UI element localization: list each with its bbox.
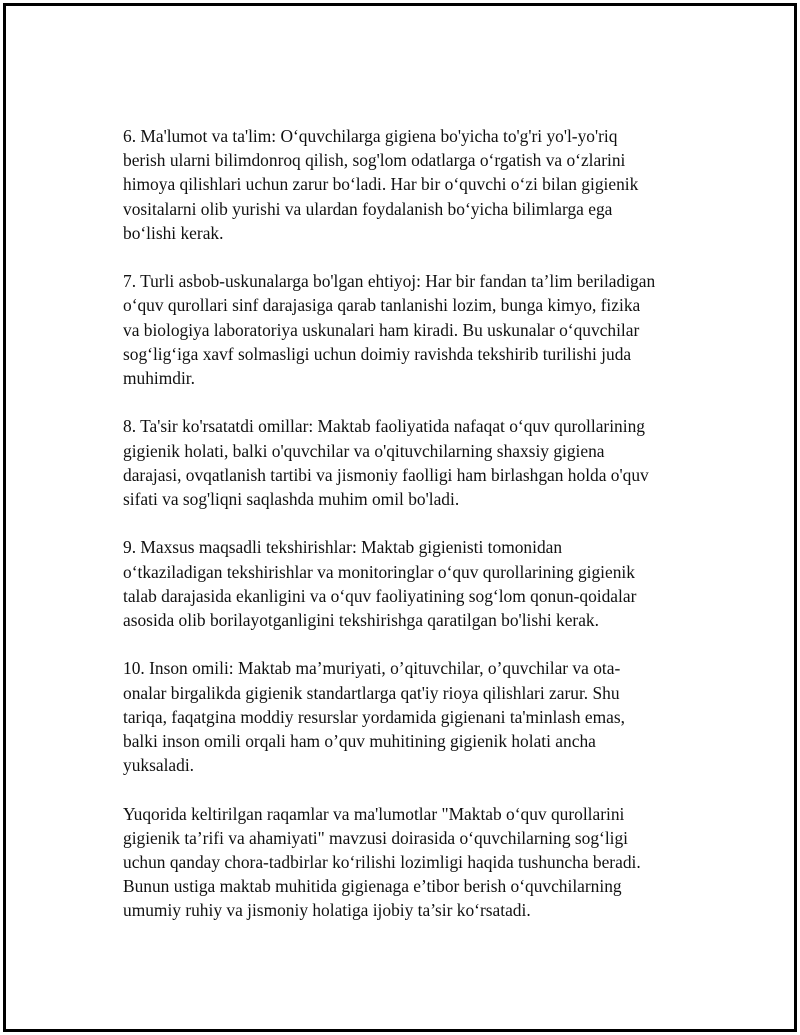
paragraph-asbob-uskunalar [123, 269, 698, 390]
text-line: darajasi, ovqatlanish tartibi va jismoniy faolligi ham birlashgan holda o'quv [123, 464, 649, 485]
text-line: asosida olib borilayotganligini tekshirishga qaratilgan bo'lishi kerak. [123, 610, 599, 631]
paragraph-conclusion [123, 802, 698, 923]
text-line: himoya qilishlari uchun zarur bo‘ladi. Har bir o‘quvchi o‘zi bilan gigienik [123, 174, 639, 195]
text-line: balki inson omili orqali ham o’quv muhitining gigienik holati ancha [123, 731, 596, 752]
paragraph-malumot-va-talim [123, 124, 698, 245]
text-line: 8. Ta'sir ko'rsatatdi omillar: Maktab faoliyatida nafaqat o‘quv qurollarining [123, 416, 645, 437]
text-line: 10. Inson omili: Maktab ma’muriyati, o’qituvchilar, o’quvchilar va ota- [123, 658, 621, 679]
text-line: 6. Ma'lumot va ta'lim: O‘quvchilarga gigiena bo'yicha to'g'ri yo'l-yo'riq [123, 126, 618, 146]
paragraph-inson-omili [123, 656, 698, 777]
text-line: muhimdir. [123, 368, 195, 389]
text-line: bo‘lishi kerak. [123, 222, 224, 243]
text-line: sifati va sog'liqni saqlashda muhim omil bo'ladi. [123, 489, 460, 510]
text-line: vositalarni olib yurishi va ulardan foydalanish bo‘yicha bilimlarga ega [123, 198, 613, 219]
text-line: uchun qanday chora-tadbirlar ko‘rilishi lozimligi haqida tushuncha beradi. [123, 852, 641, 873]
page-border [3, 3, 797, 1032]
text-line: Bunun ustiga maktab muhitida gigienaga e’tibor berish o‘quvchilarning [123, 876, 622, 897]
text-line: gigienik ta’rifi va ahamiyati" mavzusi doirasida o‘quvchilarning sog‘ligi [123, 827, 629, 848]
text-line: berish ularni bilimdonroq qilish, sog'lom odatlarga o‘rgatish va o‘zlarini [123, 150, 626, 171]
text-line: tariqa, faqatgina moddiy resurslar yordamida gigienani ta'minlash emas, [123, 706, 625, 727]
text-line: va biologiya laboratoriya uskunalari ham kiradi. Bu uskunalar o‘quvchilar [123, 319, 640, 340]
text-line: Yuqorida keltirilgan raqamlar va ma'lumotlar "Maktab o‘quv qurollarini [123, 803, 625, 824]
text-line: yuksaladi. [123, 755, 194, 776]
paragraph-tasir-omillar [123, 414, 698, 511]
document-body [123, 124, 698, 947]
text-line: o‘quv qurollari sinf darajasiga qarab tanlanishi lozim, bunga kimyo, fizika [123, 295, 641, 316]
text-line: umumiy ruhiy va jismoniy holatiga ijobiy ta’sir ko‘rsatadi. [123, 900, 531, 921]
text-line: 9. Maxsus maqsadli tekshirishlar: Maktab gigienisti tomonidan [123, 537, 563, 558]
text-line: o‘tkaziladigan tekshirishlar va monitoringlar o‘quv qurollarining gigienik [123, 561, 635, 582]
text-line: onalar birgalikda gigienik standartlarga qat'iy rioya qilishlari zarur. Shu [123, 682, 620, 703]
text-line: sog‘lig‘iga xavf solmasligi uchun doimiy ravishda tekshirib turilishi juda [123, 343, 632, 364]
paragraph-maxsus-tekshirishlar [123, 535, 698, 632]
text-line: gigienik holati, balki o'quvchilar va o'qituvchilarning shaxsiy gigiena [123, 440, 605, 461]
text-line: 7. Turli asbob-uskunalarga bo'lgan ehtiyoj: Har bir fandan ta’lim beriladigan [123, 271, 656, 292]
text-line: talab darajasida ekanligini va o‘quv faoliyatining sog‘lom qonun-qoidalar [123, 585, 637, 606]
